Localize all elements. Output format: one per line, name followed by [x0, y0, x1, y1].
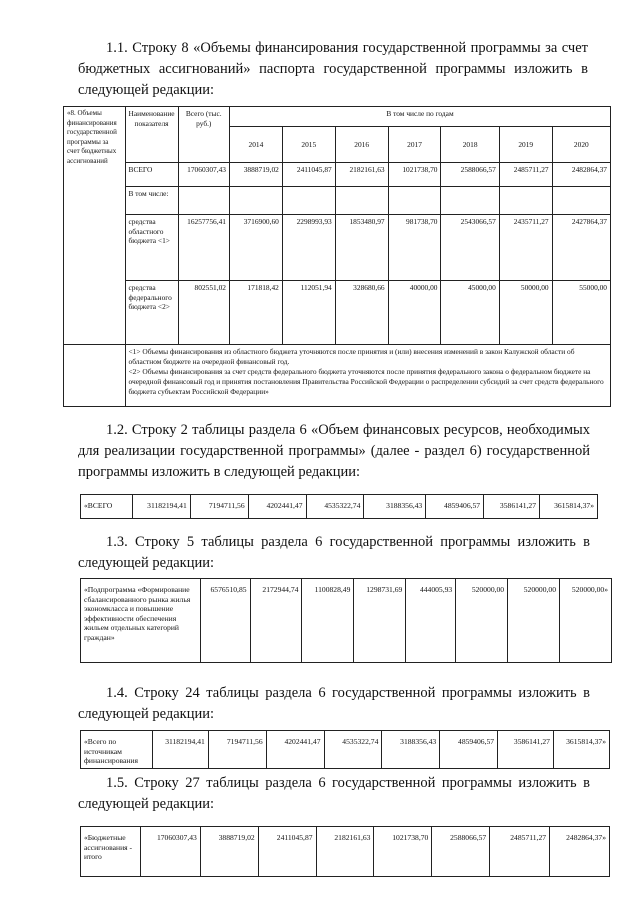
cell-value: 981738,70 — [388, 215, 441, 281]
cell-value: 112051,94 — [282, 281, 335, 345]
cell-value: 17060307,43 — [178, 163, 229, 187]
cell-value: 171818,42 — [229, 281, 282, 345]
financing-volume-table — [63, 106, 611, 407]
section6-row5-table — [80, 578, 612, 663]
year-header: 2015 — [282, 127, 335, 163]
cell-value: 50000,00 — [499, 281, 552, 345]
col-header-name: Наименование показателя — [125, 107, 178, 163]
cell-value: 2482864,37 — [552, 163, 610, 187]
paragraph-1-4: 1.4. Строку 24 таблицы раздела 6 государственной программы изложить в следующей редакции: — [78, 685, 590, 722]
row-name: ВСЕГО — [125, 163, 178, 187]
cell-value: 1021738,70 — [388, 163, 441, 187]
cell-value: 6576510,85 — [200, 579, 250, 663]
footnote-2: <2> Объемы финансирования за счет средств федерального бюджета уточняются после принятия федерального закона о федеральном бюджете на очередной финансовый год и принятия постановления Правительства Российской Федерации о распределении субсидий за счет средств федерального бюджета субъектам Российской Федерации» — [128, 367, 604, 396]
cell-value: 45000,00 — [441, 281, 499, 345]
cell-value: 1021738,70 — [374, 827, 432, 877]
table-row — [64, 215, 611, 281]
cell-value: 1298731,69 — [354, 579, 406, 663]
year-header: 2014 — [229, 127, 282, 163]
cell-value: 4535322,74 — [306, 495, 364, 519]
year-header: 2020 — [552, 127, 610, 163]
cell-value: 3716900,60 — [229, 215, 282, 281]
section6-row27-table — [80, 826, 610, 877]
table-row — [81, 827, 610, 877]
row-label: «ВСЕГО — [81, 495, 133, 519]
cell-value: 2435711,27 — [499, 215, 552, 281]
table-row — [64, 187, 611, 215]
cell-value: 2427864,37 — [552, 215, 610, 281]
table-footnotes — [125, 345, 610, 407]
year-header: 2016 — [335, 127, 388, 163]
cell-value: 3586141,27 — [498, 731, 554, 769]
cell-value: 4202441,47 — [248, 495, 306, 519]
cell-value: 520000,00 — [456, 579, 508, 663]
section6-row2-table — [80, 494, 598, 519]
row-name: В том числе: — [125, 187, 178, 215]
table-row — [81, 731, 610, 769]
cell-value: 4859406,57 — [426, 495, 484, 519]
cell-value: 2485711,27 — [499, 163, 552, 187]
cell-value: 55000,00 — [552, 281, 610, 345]
table-row — [81, 495, 598, 519]
cell-value: 7194711,56 — [190, 495, 248, 519]
cell-value: 2485711,27 — [490, 827, 550, 877]
footnote-1: <1> Объемы финансирования из областного бюджета уточняются после принятия и (или) внесения изменений в закон Калужской области об областном бюджете на очередной финансовый год. — [128, 347, 575, 366]
cell-value: 7194711,56 — [208, 731, 266, 769]
cell-value: 3888719,02 — [200, 827, 258, 877]
cell-value: 2182161,63 — [316, 827, 374, 877]
row-label: «Всего по источникам финансирования — [81, 731, 153, 769]
section6-row24-table — [80, 730, 610, 769]
col-header-total: Всего (тыс. руб.) — [178, 107, 229, 163]
cell-value: 16257756,41 — [178, 215, 229, 281]
year-header: 2018 — [441, 127, 499, 163]
table-row — [81, 579, 612, 663]
cell-value: 31182194,41 — [132, 495, 190, 519]
cell-value: 2482864,37» — [550, 827, 610, 877]
year-header: 2019 — [499, 127, 552, 163]
cell-value: 3586141,27 — [484, 495, 540, 519]
cell-value: 2172944,74 — [250, 579, 302, 663]
cell-value: 3188356,43 — [364, 495, 426, 519]
cell-value: 3888719,02 — [229, 163, 282, 187]
cell-value: 3615814,37» — [540, 495, 598, 519]
year-header: 2017 — [388, 127, 441, 163]
paragraph-1-2: 1.2. Строку 2 таблицы раздела 6 «Объем финансовых ресурсов, необходимых для реализации государственной программы» (далее - раздел 6) государственной программы изложить в следующей редакции: — [78, 422, 590, 480]
cell-value: 2298993,93 — [282, 215, 335, 281]
cell-value: 31182194,41 — [152, 731, 208, 769]
cell-value: 40000,00 — [388, 281, 441, 345]
cell-value: 4202441,47 — [266, 731, 324, 769]
cell-value: 4535322,74 — [324, 731, 382, 769]
table-row — [64, 163, 611, 187]
cell-value: 520000,00 — [508, 579, 560, 663]
cell-value: 17060307,43 — [140, 827, 200, 877]
cell-value: 328680,66 — [335, 281, 388, 345]
cell-value: 1100828,49 — [302, 579, 354, 663]
cell-value: 4859406,57 — [440, 731, 498, 769]
table-row — [64, 281, 611, 345]
paragraph-1-5: 1.5. Строку 27 таблицы раздела 6 государственной программы изложить в следующей редакции: — [78, 775, 590, 812]
cell-value: 802551,02 — [178, 281, 229, 345]
cell-value: 1853480,97 — [335, 215, 388, 281]
paragraph-1-3: 1.3. Строку 5 таблицы раздела 6 государственной программы изложить в следующей редакции: — [78, 534, 590, 571]
cell-value: 3615814,37» — [553, 731, 609, 769]
cell-value: 2543066,57 — [441, 215, 499, 281]
row-label: «Подпрограмма «Формирование сбалансированного рынка жилья экономкласса и повышение эффективности обеспечения жильем отдельных категорий граждан» — [81, 579, 201, 663]
cell-value: 3188356,43 — [382, 731, 440, 769]
col-header-years: В том числе по годам — [229, 107, 610, 127]
cell-value: 2411045,87 — [258, 827, 316, 877]
cell-value: 2411045,87 — [282, 163, 335, 187]
paragraph-1-1: 1.1. Строку 8 «Объемы финансирования государственной программы за счет бюджетных ассигнований» паспорта государственной программы изложить в следующей редакции: — [78, 40, 588, 98]
cell-value: 444005,93 — [406, 579, 456, 663]
cell-value: 2182161,63 — [335, 163, 388, 187]
cell-value: 2588066,57 — [432, 827, 490, 877]
row-label: «Бюджетные ассигнования - итого — [81, 827, 141, 877]
table-row-label: «8. Объемы финансирования государственной программы за счет бюджетных ассигнований — [64, 107, 126, 345]
cell-value: 2588066,57 — [441, 163, 499, 187]
cell-value: 520000,00» — [560, 579, 612, 663]
row-name: средства федерального бюджета <2> — [125, 281, 178, 345]
row-name: средства областного бюджета <1> — [125, 215, 178, 281]
